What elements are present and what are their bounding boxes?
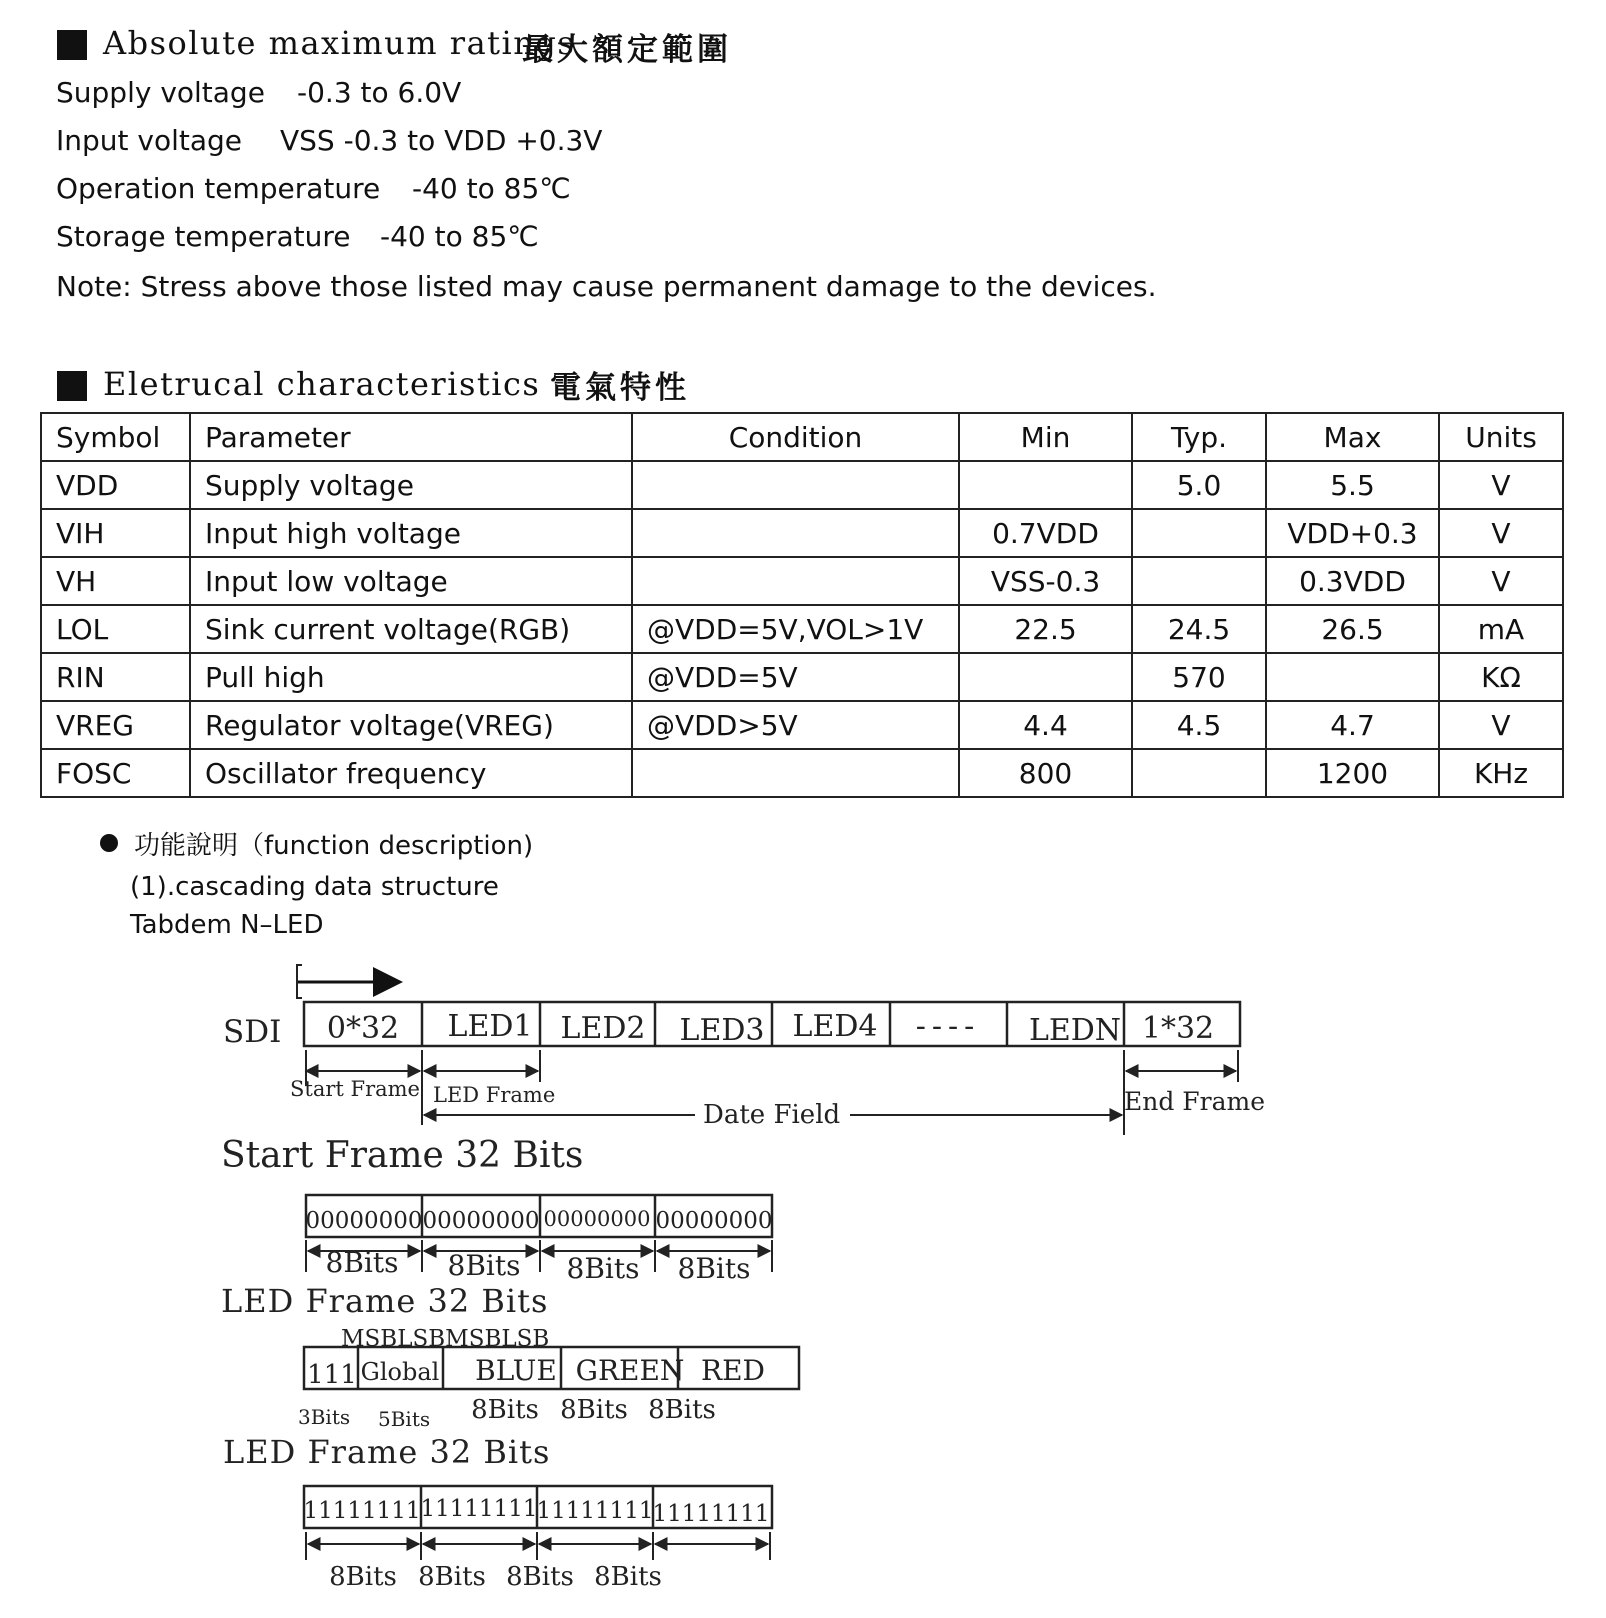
table-cell: VIH [41,509,190,557]
led-cell: Global [360,1358,440,1386]
table-cell: 4.5 [1132,701,1266,749]
elec-title: Eletrucal characteristics [103,365,541,403]
table-cell: 22.5 [959,605,1132,653]
start-frame-cell: 00000000 [305,1208,423,1234]
end-frame-dimension [306,1532,770,1560]
table-cell: VDD [41,461,190,509]
date-field-label: Date Field [703,1100,841,1130]
table-cell: Input low voltage [190,557,632,605]
table-cell: mA [1439,605,1563,653]
table-cell: 4.7 [1266,701,1439,749]
table-cell: Pull high [190,653,632,701]
header-cell: Units [1439,413,1563,461]
table-cell: @VDD=5V,VOL>1V [632,605,959,653]
table-cell: V [1439,701,1563,749]
table-cell: VH [41,557,190,605]
bits-label: 3Bits [298,1405,351,1429]
abs-max-title: Absolute maximum ratings [103,24,576,62]
spec-label: Storage temperature [56,220,351,253]
bits-label: 8Bits [506,1562,574,1592]
bits-label: 8Bits [447,1249,521,1282]
table-cell: Oscillator frequency [190,749,632,797]
spec-value: -0.3 to 6.0V [297,76,462,109]
sdi-label: SDI [223,1014,282,1050]
table-cell: KΩ [1439,653,1563,701]
sdi-cell: 1*32 [1141,1011,1215,1046]
sdi-cell: ---- [915,1009,981,1044]
bits-label: 8Bits [329,1562,397,1592]
table-cell: FOSC [41,749,190,797]
led-cell: GREEN [575,1354,685,1387]
table-cell: V [1439,557,1563,605]
table-cell: Input high voltage [190,509,632,557]
end-frame-title: LED Frame 32 Bits [223,1433,551,1471]
header-cell: Min [959,413,1132,461]
end-frame-cell: 11111111 [652,1501,770,1527]
spec-value: -40 to 85℃ [412,172,571,205]
bits-label: 8Bits [560,1395,628,1425]
bits-label: 8Bits [418,1562,486,1592]
bits-label: 8Bits [594,1562,662,1592]
sdi-cell: LED1 [447,1009,533,1044]
table-cell: 570 [1132,653,1266,701]
function-heading: 功能說明（function description) [134,831,534,861]
table-cell: VDD+0.3 [1266,509,1439,557]
stress-note: Note: Stress above those listed may cause permanent damage to the devices. [56,270,1157,303]
end-frame-cell: 11111111 [536,1498,654,1524]
led-frame-title: LED Frame 32 Bits [221,1282,549,1320]
sdi-cell: LEDN [1028,1013,1122,1048]
table-cell: RIN [41,653,190,701]
function-subheading-2: Tabdem N–LED [130,910,324,940]
function-subheading: (1).cascading data structure [130,872,499,902]
bits-label: 8Bits [677,1252,751,1285]
table-cell: 1200 [1266,749,1439,797]
table-cell: VSS-0.3 [959,557,1132,605]
start-frame-cell: 00000000 [543,1207,651,1231]
table-cell: 24.5 [1132,605,1266,653]
table-cell: @VDD=5V [632,653,959,701]
direction-arrow-icon [297,965,400,998]
end-frame-cell: 11111111 [420,1496,538,1522]
table-cell: 5.5 [1266,461,1439,509]
table-cell: V [1439,461,1563,509]
table-cell: Supply voltage [190,461,632,509]
table-cell: 5.0 [1132,461,1266,509]
table-cell: Regulator voltage(VREG) [190,701,632,749]
table-cell: 26.5 [1266,605,1439,653]
table-cell: KHz [1439,749,1563,797]
header-cell: Max [1266,413,1439,461]
sdi-cell: LED3 [679,1013,765,1048]
bits-label: 8Bits [471,1395,539,1425]
msb-lsb-label: MSBLSBMSBLSB [341,1326,550,1352]
sdi-cell: 0*32 [326,1011,400,1046]
table-cell: 0.7VDD [959,509,1132,557]
sdi-cell: LED2 [560,1011,646,1046]
spec-value: -40 to 85℃ [380,220,539,253]
table-cell: V [1439,509,1563,557]
spec-label: Operation temperature [56,172,381,205]
spec-label: Supply voltage [56,76,265,109]
sdi-cell: LED4 [792,1009,878,1044]
led-cell: 111 [307,1360,357,1390]
spec-label: Input voltage [56,124,243,157]
header-cell: Symbol [41,413,190,461]
table-cell: LOL [41,605,190,653]
start-frame-label: Start Frame [290,1077,420,1101]
bits-label: 8Bits [325,1246,399,1279]
bits-label: 5Bits [378,1407,431,1431]
led-cell: BLUE [475,1354,557,1387]
start-frame-cell: 00000000 [655,1208,773,1234]
start-frame-title: Start Frame 32 Bits [221,1135,584,1176]
spec-value: VSS -0.3 to VDD +0.3V [280,124,603,157]
start-frame-cell: 00000000 [422,1208,540,1234]
table-cell: 800 [959,749,1132,797]
table-cell: VREG [41,701,190,749]
table-cell: 0.3VDD [1266,557,1439,605]
bits-label: 8Bits [566,1252,640,1285]
abs-max-title-cjk: 最大額定範圍 [522,32,732,68]
end-frame-cell: 11111111 [303,1498,421,1524]
table-cell: @VDD>5V [632,701,959,749]
end-frame-label: End Frame [1124,1087,1266,1116]
bits-label: 8Bits [648,1395,716,1425]
led-cell: RED [701,1354,765,1387]
header-cell: Parameter [190,413,632,461]
table-cell: Sink current voltage(RGB) [190,605,632,653]
table-cell: 4.4 [959,701,1132,749]
header-cell: Typ. [1132,413,1266,461]
header-cell: Condition [632,413,959,461]
elec-title-cjk: 電氣特性 [550,370,690,406]
led-frame-label: LED Frame [433,1083,556,1107]
